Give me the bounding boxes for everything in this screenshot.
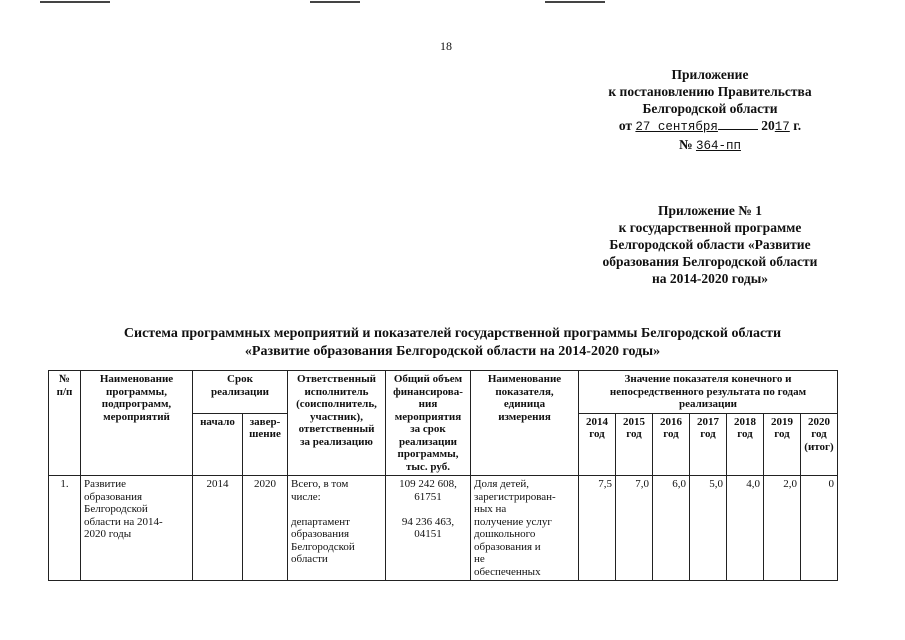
header-year-2017: 2017 год xyxy=(690,413,727,476)
row-num: 1. xyxy=(49,476,81,581)
header-indicator: Наименование показателя, единица измерения xyxy=(471,371,579,476)
page-number: 18 xyxy=(440,39,452,53)
header-year-2018: 2018 год xyxy=(727,413,764,476)
row-executor: Всего, в том числе: департамент образования Белгородской области xyxy=(288,476,386,581)
document-title xyxy=(40,325,865,361)
row-value-2019: 2,0 xyxy=(764,476,801,581)
appendix-one-block xyxy=(560,202,860,287)
appendix-line: Белгородской области xyxy=(642,101,778,116)
row-indicator: Доля детей, зарегистрирован- ных на получение услуг дошкольного образования и не обеспеченных xyxy=(471,476,579,581)
title-line: «Развитие образования Белгородской области на 2014-2020 годы» xyxy=(244,344,661,359)
row-value-2018: 4,0 xyxy=(727,476,764,581)
appendix-one-line: Белгородской области «Развитие xyxy=(609,237,811,252)
program-table xyxy=(48,370,838,581)
row-value-2016: 6,0 xyxy=(653,476,690,581)
row-value-2020: 0 xyxy=(801,476,838,581)
header-year-2015: 2015 год xyxy=(616,413,653,476)
row-value-2014: 7,5 xyxy=(579,476,616,581)
header-year-2020: 2020 год (итог) xyxy=(801,413,838,476)
header-year-2016: 2016 год xyxy=(653,413,690,476)
header-name: Наименование программы, подпрограмм, мероприятий xyxy=(81,371,193,476)
number-handwritten: 364-пп xyxy=(695,139,741,153)
appendix-resolution-block xyxy=(560,66,860,155)
header-executor: Ответственный исполнитель (соисполнитель, участник), ответственный за реализацию xyxy=(288,371,386,476)
appendix-line: к постановлению Правительства xyxy=(608,84,812,99)
row-volume: 109 242 608, 61751 94 236 463, 04151 xyxy=(386,476,471,581)
number-prefix: № xyxy=(679,137,693,152)
title-line: Система программных мероприятий и показателей государственной программы Белгородской области xyxy=(123,326,782,341)
header-period: Срок реализации xyxy=(193,371,288,414)
header-num: № п/п xyxy=(49,371,81,476)
date-handwritten: 27 сентября xyxy=(635,120,718,134)
date-suffix: г. xyxy=(793,118,802,133)
table-header-row xyxy=(49,371,838,414)
appendix-number-line xyxy=(560,136,860,155)
date-prefix: от xyxy=(618,118,633,133)
appendix-line: Приложение xyxy=(671,67,749,82)
header-volume: Общий объем финансирова- ния мероприятия за срок реализации программы, тыс. руб. xyxy=(386,371,471,476)
appendix-one-line: к государственной программе xyxy=(618,220,802,235)
appendix-one-line: Приложение № 1 xyxy=(658,203,762,218)
header-year-2014: 2014 год xyxy=(579,413,616,476)
appendix-one-line: на 2014-2020 годы» xyxy=(651,271,769,286)
row-end: 2020 xyxy=(243,476,288,581)
row-start: 2014 xyxy=(193,476,243,581)
header-start: начало xyxy=(193,413,243,476)
appendix-date-line xyxy=(560,117,860,136)
scan-edge-marks xyxy=(0,0,905,6)
row-value-2017: 5,0 xyxy=(690,476,727,581)
appendix-one-line: образования Белгородской области xyxy=(602,254,818,269)
header-end: завер- шение xyxy=(243,413,288,476)
date-year-handwritten: 17 xyxy=(774,120,790,134)
header-year-2019: 2019 год xyxy=(764,413,801,476)
header-values-group: Значение показателя конечного и непосредственного результата по годам реализации xyxy=(579,371,838,414)
row-name: Развитие образования Белгородской области на 2014- 2020 годы xyxy=(81,476,193,581)
date-year-prefix: 20 xyxy=(761,118,775,133)
row-value-2015: 7,0 xyxy=(616,476,653,581)
table-row xyxy=(49,476,838,581)
